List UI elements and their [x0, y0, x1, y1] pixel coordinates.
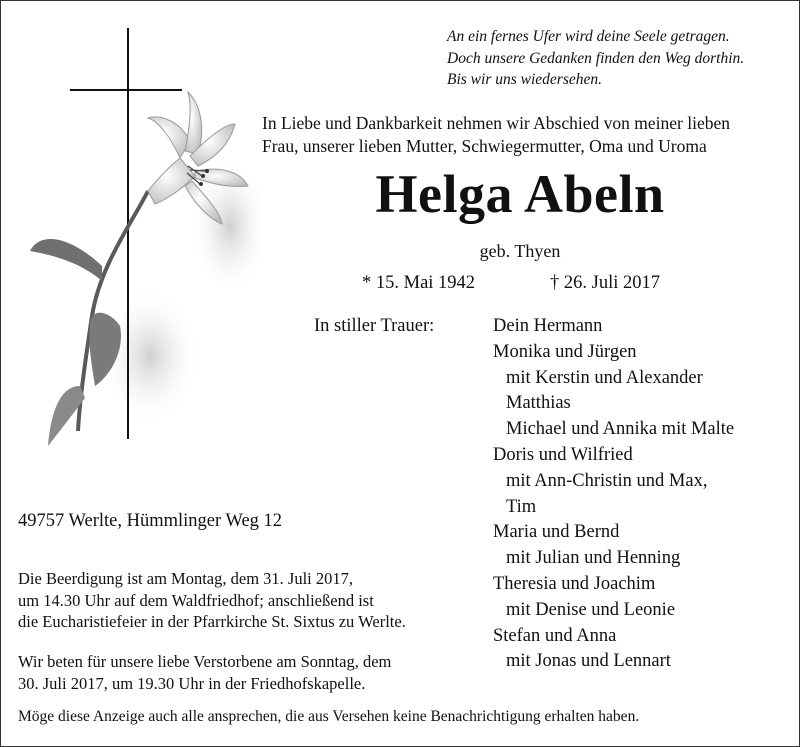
poem-line: Bis wir uns wiedersehen.: [447, 71, 602, 88]
mourner-line: Monika und Jürgen: [493, 341, 637, 362]
mourner-line: Doris und Wilfried: [493, 444, 633, 465]
deceased-name: Helga Abeln: [375, 164, 665, 224]
poem-line: Doch unsere Gedanken finden den Weg dorthin.: [447, 49, 745, 67]
mourner-line: Theresia und Joachim: [493, 573, 656, 594]
mourners-list: [493, 314, 793, 675]
poem-line: An ein fernes Ufer wird deine Seele getragen.: [447, 28, 730, 45]
mourning-label: In stiller Trauer:: [314, 316, 435, 336]
maiden-name: geb. Thyen: [479, 241, 561, 261]
mourner-line: mit Ann-Christin und Max,: [506, 470, 708, 491]
poem-verse: [447, 26, 777, 91]
address: 49757 Werlte, Hümmlinger Weg 12: [18, 511, 283, 531]
funeral-line: die Eucharistiefeier in der Pfarrkirche St. Sixtus zu Werlte.: [18, 612, 406, 631]
mourner-line: Stefan und Anna: [493, 625, 617, 646]
mourner-line: mit Denise und Leonie: [506, 599, 676, 620]
intro-line: In Liebe und Dankbarkeit nehmen wir Abschied von meiner lieben: [262, 113, 730, 133]
intro-text: [262, 112, 792, 158]
prayer-line: Wir beten für unsere liebe Verstorbene am Sonntag, dem: [18, 652, 392, 671]
lily-cross-artwork: [30, 26, 260, 456]
death-date: † 26. Juli 2017: [550, 273, 660, 293]
mourner-line: mit Kerstin und Alexander: [506, 367, 703, 388]
funeral-info: [18, 568, 478, 633]
footer-note: Möge diese Anzeige auch alle ansprechen, die aus Versehen keine Benachrichtigung erhalten haben.: [18, 708, 640, 725]
funeral-line: um 14.30 Uhr auf dem Waldfriedhof; anschließend ist: [18, 590, 374, 610]
prayer-line: 30. Juli 2017, um 19.30 Uhr in der Friedhofskapelle.: [18, 673, 366, 693]
funeral-line: Die Beerdigung ist am Montag, dem 31. Juli 2017,: [18, 569, 354, 588]
prayer-info: [18, 651, 478, 694]
mourner-line: Tim: [506, 496, 537, 517]
mourner-line: Dein Hermann: [493, 316, 603, 336]
birth-date: * 15. Mai 1942: [362, 273, 476, 293]
mourner-line: Maria und Bernd: [493, 522, 620, 543]
mourner-line: Matthias: [506, 393, 571, 414]
mourner-line: mit Jonas und Lennart: [506, 651, 671, 672]
mourner-line: mit Julian und Henning: [506, 548, 681, 569]
intro-line: Frau, unserer lieben Mutter, Schwiegermutter, Oma und Uroma: [262, 136, 707, 156]
mourner-line: Michael und Annika mit Malte: [506, 419, 735, 440]
